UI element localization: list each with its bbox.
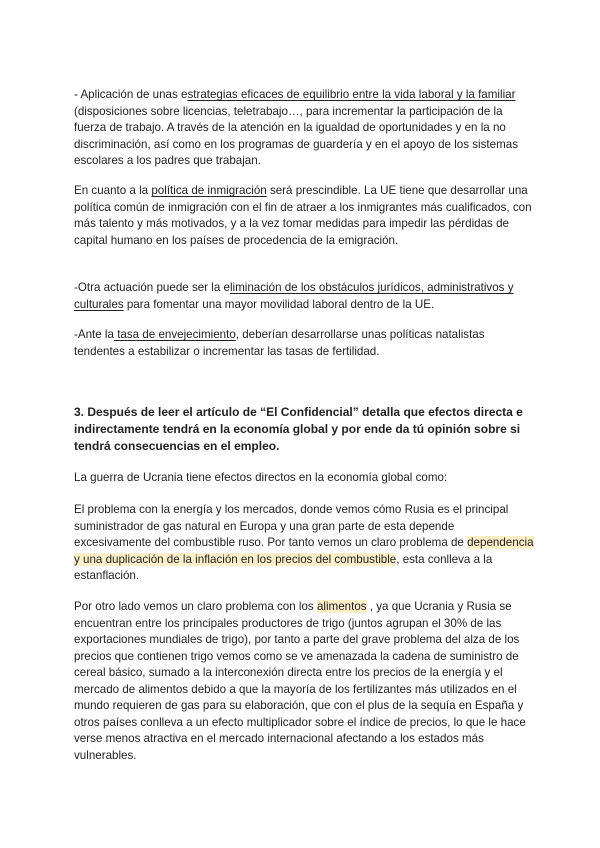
section-heading-3: 3. Después de leer el artículo de “El Confidencial” detalla que efectos directa e indirectamente tendrá en la economía global y por ende da tú opinión sobre si tendrá consecuencias en el empleo. [74,405,523,453]
underlined-phrase: strategias eficaces de equilibrio entre la vida laboral y la familiar [187,88,516,101]
paragraph-aging-rate [74,327,534,360]
paragraph-remove-obstacles [74,280,534,313]
text-run: , ya que Ucrania y Rusia se encuentran entre los principales productores de trigo (juntos agrupan el 30% de las exportaciones mundiales de trigo), por tanto a parte del grave problema del alza de los precios que contienen trigo vemos como se ve amenazada la cadena de suministro de cereal básico, sumado a la interconexión directa entre los precios de la energía y el mercado de alimentos debido a que la mayoría de los fertilizantes más utilizados en el mundo requieren de gas para su elaboración, que con el plus de la sequía en España y otros países conlleva a un efecto multiplicador sobre el índice de precios, lo que le hace verse menos atractiva en el mercado internacional afectando a los estados más vulnerables. [74,600,526,762]
paragraph-intro-ukraine: La guerra de Ucrania tiene efectos directos en la economía global como: [74,471,448,484]
underlined-phrase: liminación de los obstáculos jurídicos, administrativos y culturales [74,281,514,311]
paragraph-immigration-policy [74,183,534,249]
highlighted-phrase: alimentos [316,600,367,613]
underlined-phrase: política de inmigración [151,184,267,197]
text-run: -Otra actuación puede ser la e [74,281,230,294]
underlined-phrase: tasa de envejecimiento [113,328,236,341]
text-run: , esta conlleva a la estanflación. [74,552,493,582]
text-run: El problema con la energía y los mercados, donde vemos cómo Rusia es el principal suministrador de gas natural en Europa y una gran parte de esta depende excesivamente del combustible ruso. Por tanto vemos un claro problema de [74,503,509,549]
highlighted-phrase: dependencia y una duplicación de la inflación en los precios del combustible [74,536,534,566]
text-run: -Ante la [74,328,114,341]
paragraph-energy-markets [74,502,534,585]
paragraph-food-problem [74,599,534,764]
text-run: Por otro lado vemos un claro problema con los [74,600,317,613]
paragraph-work-life-balance [74,87,534,170]
text-run: (disposiciones sobre licencias, teletrabajo…, para incrementar la participación de la fuerza de trabajo. A través de la atención en la igualdad de oportunidades y en la no discriminación, así como en los programas de guardería y en el apoyo de los sistemas escolares a los padres que trabajan. [74,104,519,167]
text-run: - Aplicación de unas e [74,88,188,101]
text-run: , deberían desarrollarse unas políticas natalistas tendentes a estabilizar o incrementar las tasas de fertilidad. [74,328,485,358]
text-run: En cuanto a la [74,184,152,197]
text-run: para fomentar una mayor movilidad laboral dentro de la UE. [123,297,435,311]
text-run: será prescindible. La UE tiene que desarrollar una política común de inmigración con el fin de atraer a los inmigrantes más cualificados, con más talento y más motivados, y a la vez tomar medidas para impedir las pérdidas de capital humano en los países de procedencia de la emigración. [74,184,532,247]
